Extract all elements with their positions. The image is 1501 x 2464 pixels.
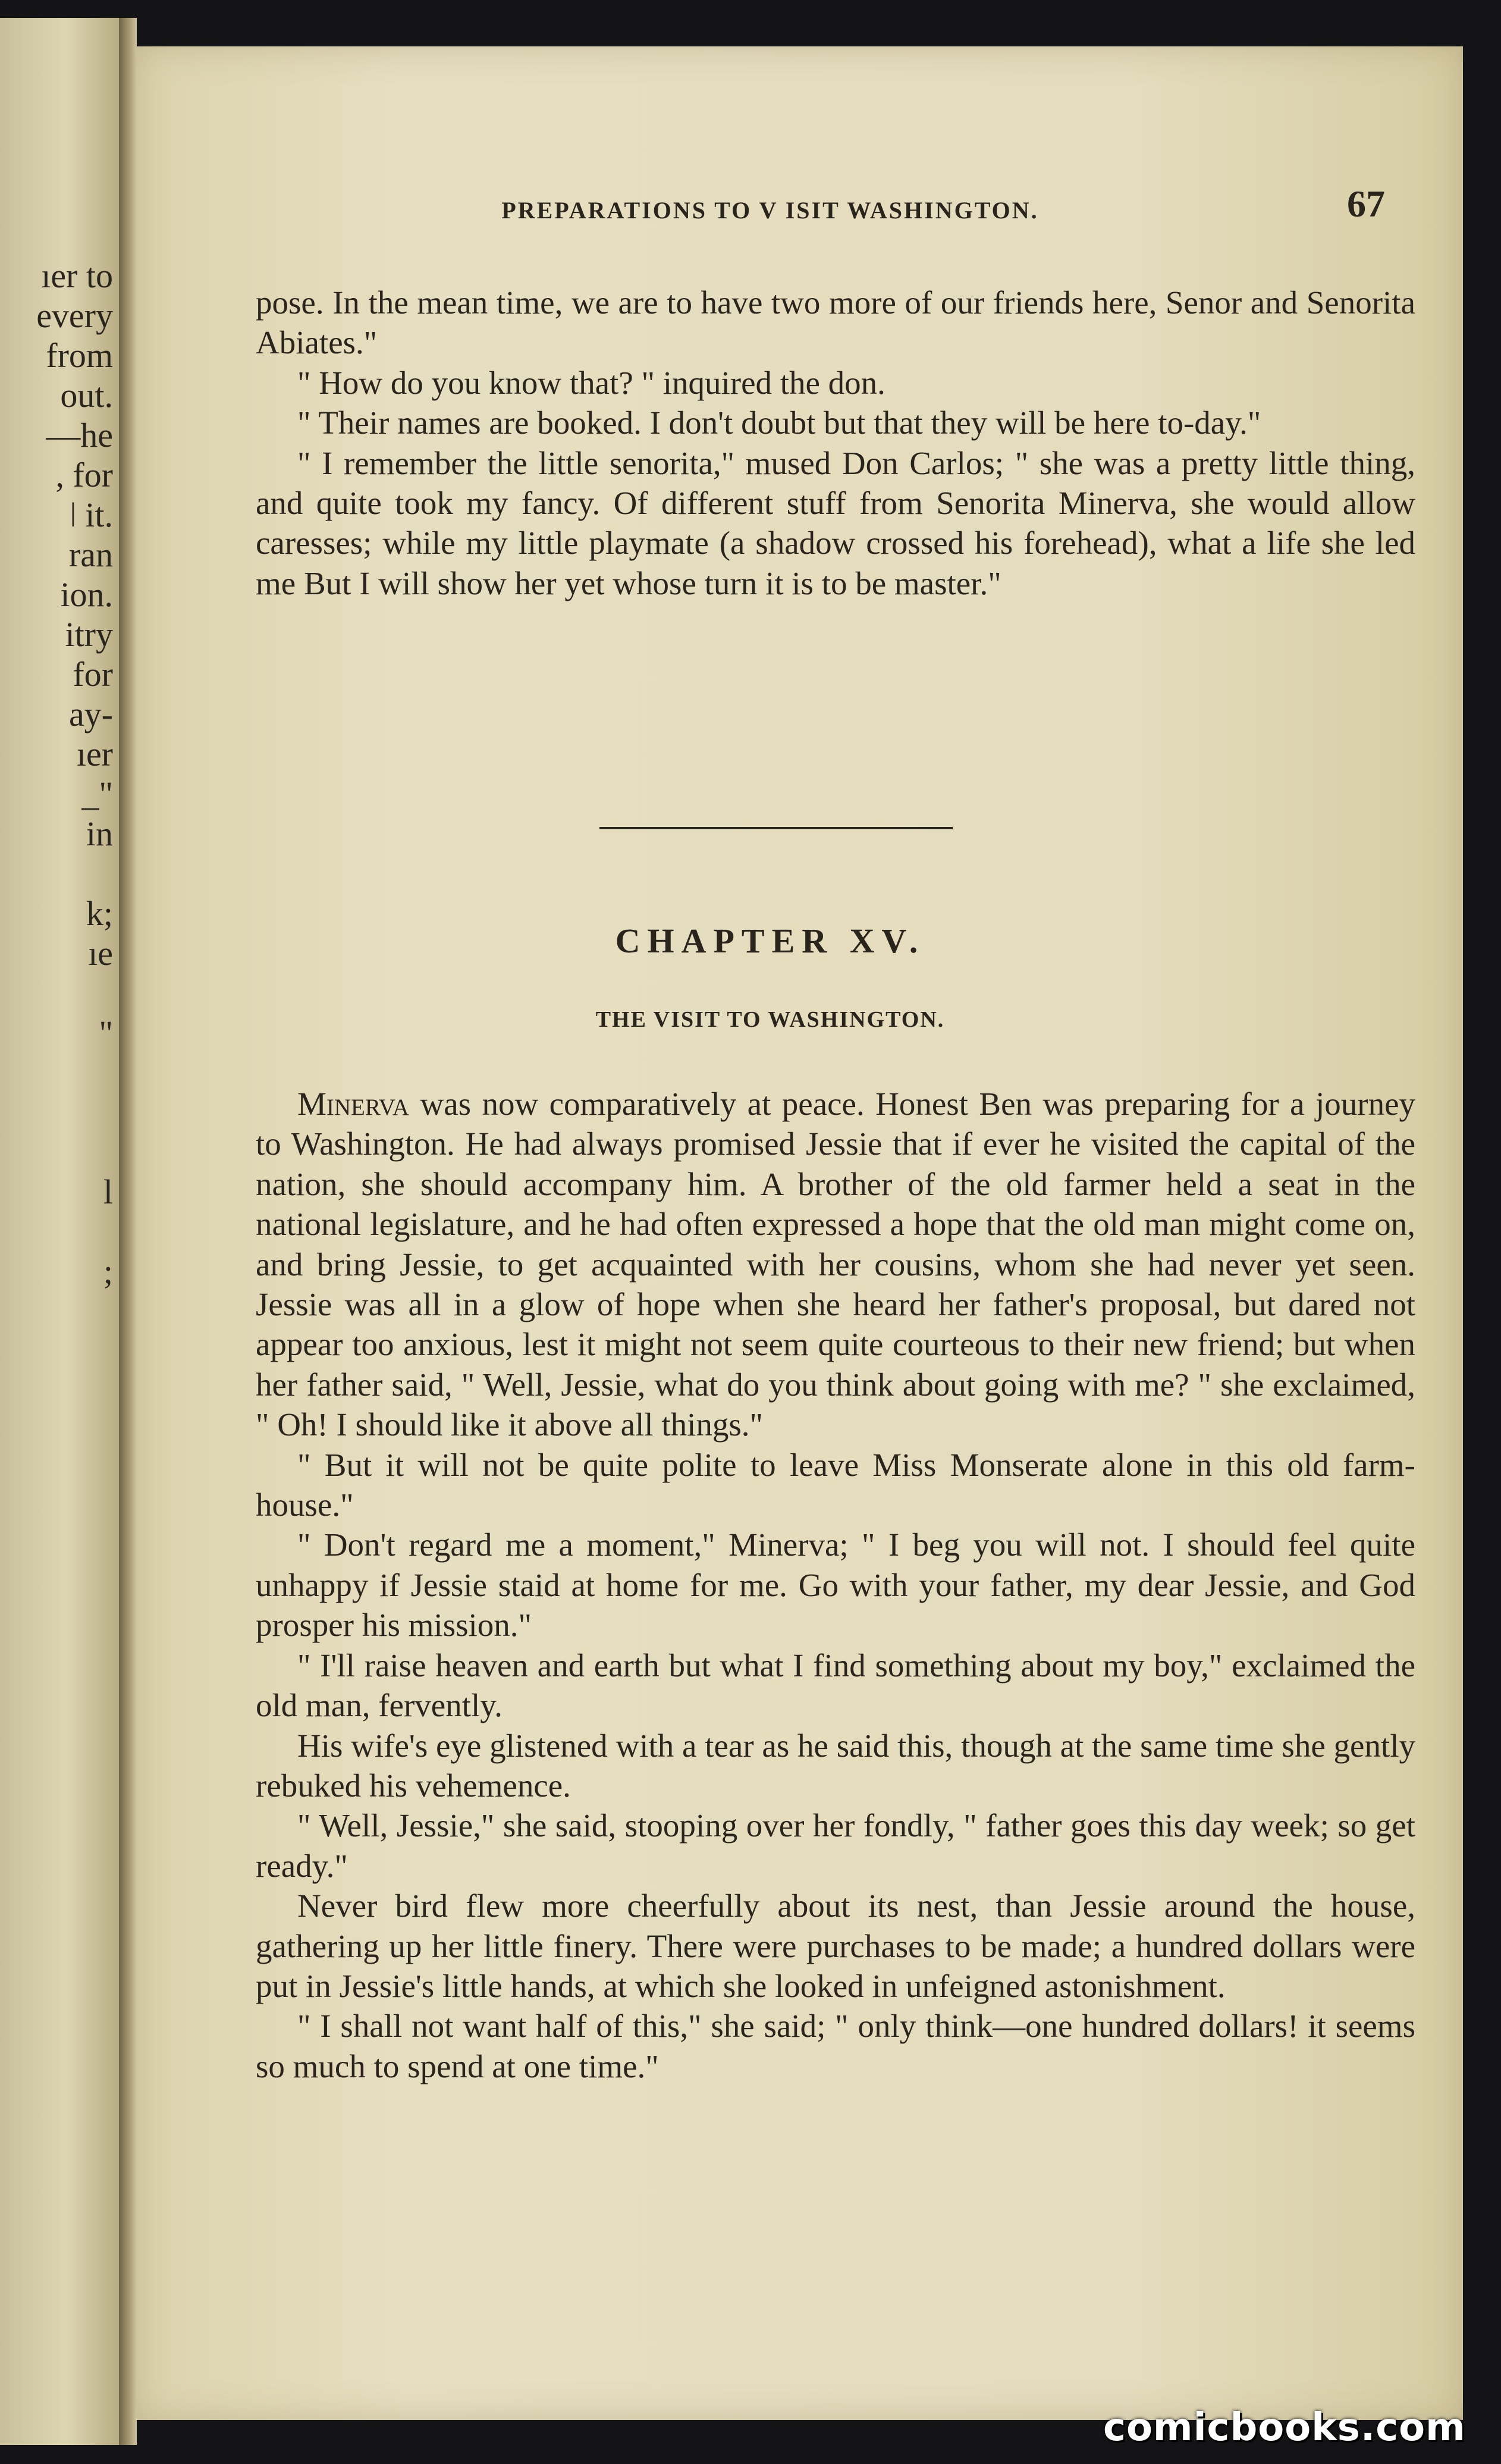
left-page-fragment: k;	[86, 894, 113, 933]
left-page-fragment: l	[103, 1173, 113, 1211]
paragraph: " I remember the little senorita," mused Don Carlos; " she was a pretty little thing, and quite took my fancy. Of different stuff from Senorita Minerva, she would allow caresses; while my little playmate (a shadow crossed his forehead), what a life she led me But I will show her yet whose turn it is to be master."	[256, 444, 1415, 601]
left-page-fragment: ıe	[88, 934, 113, 973]
chapter-title: CHAPTER XV.	[615, 921, 925, 960]
left-page-fragment: in	[86, 814, 113, 853]
running-head: PREPARATIONS TO V ISIT WASHINGTON.	[501, 197, 1039, 224]
left-page-fragment: for	[73, 655, 113, 694]
paragraph: " I shall not want half of this," she said; " only think—one hundred dollars! it seems so much to spend at one time."	[256, 2008, 1415, 2084]
left-page-fragment: ;	[103, 1252, 113, 1291]
chapter-subtitle: THE VISIT TO WASHINGTON.	[595, 1007, 945, 1032]
paragraph: " Their names are booked. I don't doubt but that they will be here to-day."	[297, 405, 1261, 441]
paragraph: pose. In the mean time, we are to have two more of our friends here, Senor and Senorita Abiates."	[256, 284, 1415, 361]
left-page-fragment: ıer to	[41, 256, 113, 295]
opening-paragraph-text: was now comparatively at peace. Honest Ben was preparing for a journey to Washington. He had always promised Jessie that if ever he visited the capital of the nation, she should accompany him. A brother of the old farmer held a seat in the national legislature, and he had often expressed a hope that the old man might come on, and bring Jessie, to get acquainted with her cousins, whom she had never yet seen. Jessie was all in a glow of hope when she heard her father's proposal, but dared not appear too anxious, lest it might not seem quite courteous to their new friend; but when her father said, " Well, Jessie, what do you think about going with me? " she exclaimed, " Oh! I should like it above all things."	[256, 1086, 1415, 1443]
book-gutter	[119, 18, 137, 2445]
paragraph: His wife's eye glistened with a tear as he said this, though at the same time she gently rebuked his vehemence.	[256, 1727, 1415, 1804]
left-page-fragment: _"	[81, 775, 113, 813]
chapter-text	[256, 1084, 1415, 2086]
left-page-fragment: from	[46, 336, 113, 375]
site-watermark: comicbooks.com	[1103, 2406, 1466, 2450]
paragraph: " But it will not be quite polite to leave Miss Monserate alone in this old farm-house."	[256, 1446, 1415, 1523]
page-number: 67	[1347, 183, 1385, 225]
paragraph: " Well, Jessie," she said, stooping over her fondly, " father goes this day week; so get ready."	[256, 1807, 1415, 1884]
left-page-fragment: —he	[46, 416, 113, 454]
opening-word: Minerva	[297, 1086, 410, 1122]
left-page-fragment: itry	[65, 615, 113, 654]
book-page	[137, 46, 1463, 2420]
paragraph: " Don't regard me a moment," Minerva; " I beg you will not. I should feel quite unhappy if Jessie staid at home for me. Go with your father, my dear Jessie, and God prosper his mission."	[256, 1526, 1415, 1644]
left-page-fragment: , for	[55, 456, 113, 494]
paragraph: " I'll raise heaven and earth but what I find something about my boy," exclaimed the old man, fervently.	[256, 1647, 1415, 1724]
left-page-fragment: ran	[68, 535, 113, 574]
left-page-fragment: ay-	[68, 695, 113, 733]
section-divider	[599, 827, 953, 829]
opening-paragraph	[256, 1084, 1415, 1445]
previous-page-edge	[0, 18, 119, 2445]
continued-text	[256, 283, 1415, 603]
left-page-fragment: ion.	[60, 575, 113, 614]
paragraph: " How do you know that? " inquired the don.	[297, 364, 885, 401]
paragraph: Never bird flew more cheerfully about its nest, than Jessie around the house, gathering up her little finery. There were purchases to be made; a hundred dollars were put in Jessie's little hands, at which she looked in unfeigned astonishment.	[256, 1888, 1415, 2004]
left-page-fragment: ǀ it.	[70, 496, 113, 534]
left-page-fragment: "	[99, 1014, 113, 1052]
left-page-fragment: out.	[60, 376, 113, 415]
left-page-fragment: ıer	[76, 735, 113, 773]
left-page-fragment: every	[36, 296, 113, 335]
